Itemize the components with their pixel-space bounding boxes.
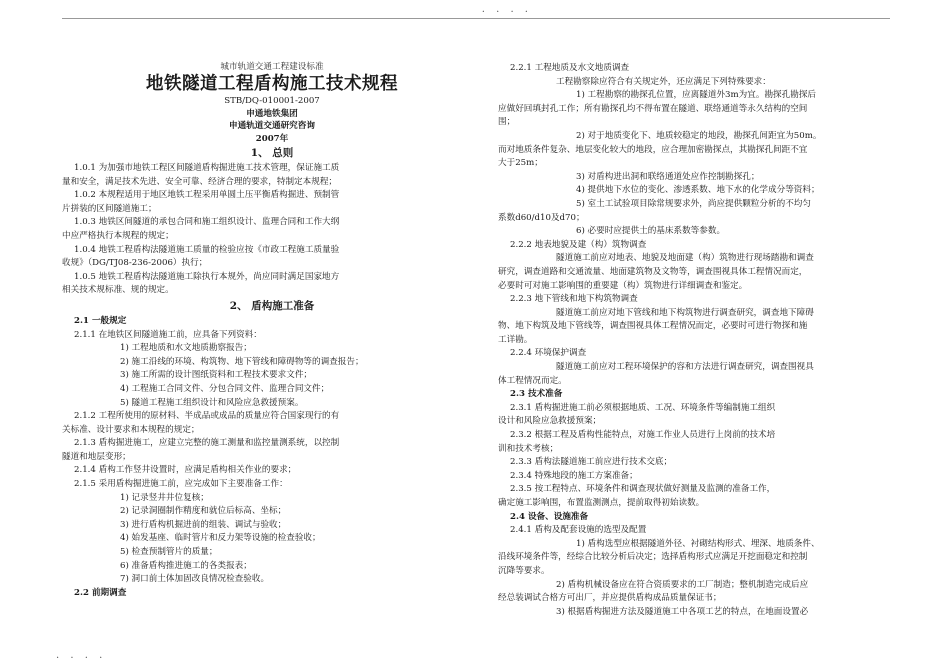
right-line: 研究，调查道路和交通流量、地面建筑物及文物等，调查围视具体工程情况而定， bbox=[498, 266, 808, 277]
right-line: 1) 盾构选型应根据隧道外径、衬砌结构形式、埋深、地质条件、 bbox=[576, 538, 820, 549]
right-line: 应做好回填封孔工作；所有勘探孔均不得布置在隧道、联络通道等永久结构的空间 bbox=[498, 103, 808, 114]
left-line: 5) 隧道工程施工组织设计和风险应急救援预案。 bbox=[120, 397, 304, 408]
left-line: 2.1.2 工程所使用的原材料、半成品或成品的质量应符合国家现行的有 bbox=[74, 411, 340, 422]
right-line: 5) 室土工试验项目除常规要求外，尚应提供颗粒分析的不均匀 bbox=[576, 198, 811, 209]
right-line: 大于25m； bbox=[498, 158, 543, 169]
left-line: 2.1.1 在地铁区间隧道施工前，应具备下列资料： bbox=[74, 329, 262, 340]
right-line: 训和技术考核； bbox=[498, 443, 559, 454]
left-line: 1.0.2 本规程适用于地区地铁工程采用单圆土压平衡盾构掘进、预制管 bbox=[74, 190, 340, 201]
left-line: 2、 盾构施工准备 bbox=[229, 299, 315, 312]
right-line: 2.4 设备、设施准备 bbox=[510, 511, 589, 522]
right-line: 物、地下构筑及地下管线等，调查围视具体工程情况而定，必要时可进行物探和施 bbox=[498, 321, 808, 332]
standard-label: 城市轨道交通工程建设标准 bbox=[220, 62, 324, 72]
right-line: 2.3.4 特殊地段的施工方案准备； bbox=[510, 470, 638, 481]
left-line: 量和安全，满足技术先进、安全可靠、经济合理的要求，特制定本规程； bbox=[62, 176, 338, 187]
left-line: 片拼装的区间隧道施工； bbox=[62, 203, 157, 214]
left-line: 4) 工程施工合同文件、分包合同文件、监理合同文件； bbox=[120, 383, 330, 394]
right-line: 隧道施工前应对地表、地貌及地面建（构）筑物进行现场踏勘和调查 bbox=[556, 253, 814, 264]
right-line: 设计和风险应急救援预案； bbox=[498, 416, 602, 427]
left-line: 1) 工程地质和水文地质勘察报告； bbox=[120, 343, 252, 354]
right-line: 2.2.1 工程地质及水文地质调查 bbox=[510, 63, 630, 73]
left-body bbox=[62, 146, 482, 600]
left-line: 5) 检查预制管片的质量； bbox=[120, 547, 218, 558]
right-line: 2.3.3 盾构法隧道施工前应进行技术交底； bbox=[510, 457, 673, 468]
right-line: 必要时可对施工影响围的重要建（构）筑物进行详细调查和鉴定。 bbox=[498, 280, 748, 291]
left-line: 2) 记录洞圈制作精度和就位后标高、坐标； bbox=[120, 506, 287, 517]
right-line: 2) 对于地质变化下、地质较稳定的地段，勘探孔间距宜为50m。 bbox=[576, 130, 822, 141]
left-line: 6) 准备盾构推进施工的各类报表； bbox=[120, 560, 252, 571]
right-line: 2.3.2 根据工程及盾构性能特点，对施工作业人员进行上岗前的技术培 bbox=[510, 430, 776, 441]
right-line: 3) 对盾构进出洞和联络通道处应作控制勘探孔； bbox=[576, 171, 760, 182]
left-line: 2.1 一般规定 bbox=[74, 315, 127, 326]
left-line: 收规》（DG/TJ08-236-2006）执行； bbox=[62, 258, 208, 269]
right-line: 2.3.5 按工程特点、环境条件和调查现状做好测量及监测的准备工作， bbox=[510, 484, 776, 495]
left-line: 中应严格执行本规程的规定； bbox=[62, 230, 174, 241]
right-body bbox=[498, 62, 888, 619]
organization-1: 申通地铁集团 bbox=[246, 108, 298, 119]
right-line: 体工程情况而定。 bbox=[498, 375, 567, 386]
left-line: 2.1.4 盾构工作竖井设置时，应满足盾构相关作业的要求； bbox=[74, 465, 297, 476]
left-line: 4) 始发基座、临时管片和反力架等设施的检查验收； bbox=[120, 533, 321, 544]
left-line: 3) 施工所需的设计图纸资料和工程技术要求文件； bbox=[120, 370, 313, 381]
right-line: 沿线环境条件等，经综合比较分析后决定；选择盾构形式应满足开挖面稳定和控制 bbox=[498, 552, 808, 563]
right-line: 隧道施工前应对工程环境保护的容和方法进行调查研究，调查围视具 bbox=[556, 362, 814, 373]
right-line: 2.2.3 地下管线和地下构筑物调查 bbox=[510, 294, 638, 305]
right-line: 2.3 技术准备 bbox=[510, 389, 563, 400]
document-title: 地铁隧道工程盾构施工技术规程 bbox=[146, 74, 398, 94]
right-line: 围； bbox=[498, 117, 516, 128]
left-column bbox=[62, 62, 482, 652]
left-line: 隧道和地层变形； bbox=[62, 451, 131, 462]
left-line: 1.0.3 地铁区间隧道的承包合同和施工组织设计、监理合同和工作大纲 bbox=[74, 217, 340, 228]
right-line: 6) 必要时应提供土的基床系数等参数。 bbox=[576, 226, 726, 237]
bottom-dots: . . . . bbox=[56, 650, 107, 661]
right-line: 沉降等要求。 bbox=[498, 565, 550, 576]
right-line: 工详勘。 bbox=[498, 334, 533, 345]
left-line: 1、 总则 bbox=[250, 147, 294, 159]
left-line: 1.0.5 地铁工程盾构法隧道施工除执行本规外，尚应同时满足国家地方 bbox=[74, 271, 340, 282]
right-column bbox=[498, 62, 888, 652]
header-rule bbox=[62, 18, 890, 19]
left-line: 1) 记录竖井井位复核； bbox=[120, 492, 209, 503]
right-line: 2.2.4 环境保护调查 bbox=[510, 348, 587, 359]
right-line: 1) 工程勘察的勘探孔位置，应离隧道外3m为宜。勘探孔勘探后 bbox=[576, 90, 817, 101]
top-dots: . . . . bbox=[481, 4, 532, 15]
right-line: 系数d60/d10及d70； bbox=[498, 212, 585, 223]
left-line: 3) 进行盾构机掘进前的组装、调试与验收； bbox=[120, 519, 287, 530]
left-line: 2.1.5 采用盾构掘进施工前，应完成如下主要准备工作： bbox=[74, 479, 288, 490]
left-line: 1.0.4 地铁工程盾构法隧道施工质量的检验应按《市政工程施工质量验 bbox=[74, 244, 340, 255]
left-line: 2.2 前期调查 bbox=[74, 587, 127, 598]
right-line: 4) 提供地下水位的变化、渗透系数、地下水的化学成分等资料； bbox=[576, 185, 820, 196]
right-line: 2) 盾构机械设备应在符合资质要求的工厂制造；整机制造完成后应 bbox=[556, 579, 809, 590]
right-line: 隧道施工前应对地下管线和地下构筑物进行调查研究，调查地下障碍 bbox=[556, 307, 814, 318]
left-line: 7) 洞口前土体加固改良情况检查验收。 bbox=[120, 574, 270, 585]
right-line: 工程勘察除应符合有关规定外，还应满足下列特殊要求： bbox=[556, 76, 771, 87]
right-line: 2.4.1 盾构及配套设施的选型及配置 bbox=[510, 525, 647, 536]
left-line: 相关技术规标准、规的规定。 bbox=[62, 285, 174, 296]
right-line: 3) 根据盾构掘进方法及隧道施工中各项工艺的特点，在地面设置必 bbox=[556, 606, 809, 617]
right-line: 确定施工影响围，布置监测测点，提前取得初始读数。 bbox=[498, 498, 705, 508]
right-line: 而对地质条件复杂、地层变化较大的地段，应合理加密勘探点，其勘探孔间距不宜 bbox=[498, 144, 808, 155]
left-line: 2) 施工沿线的环境、构筑物、地下管线和障碍物等的调查报告； bbox=[120, 356, 364, 367]
organization-2: 申通轨道交通研究咨询 bbox=[229, 121, 315, 131]
document-year: 2007年 bbox=[255, 133, 289, 144]
left-line: 2.1.3 盾构掘进施工，应建立完整的施工测量和监控量测系统，以控制 bbox=[74, 438, 340, 449]
left-line: 1.0.1 为加强市地铁工程区间隧道盾构掘进施工技术管理，保证施工质 bbox=[74, 163, 340, 173]
left-line: 关标准、设计要求和本规程的规定； bbox=[62, 424, 200, 435]
right-line: 2.3.1 盾构掘进施工前必须根据地质、工况、环境条件等编制施工组织 bbox=[510, 402, 776, 413]
right-line: 2.2.2 地表地貌及建（构）筑物调查 bbox=[510, 239, 647, 250]
document-code: STB/DQ-010001-2007 bbox=[224, 96, 320, 106]
right-line: 经总装调试合格方可出厂，并应提供盾构成品质量保证书； bbox=[498, 593, 722, 604]
